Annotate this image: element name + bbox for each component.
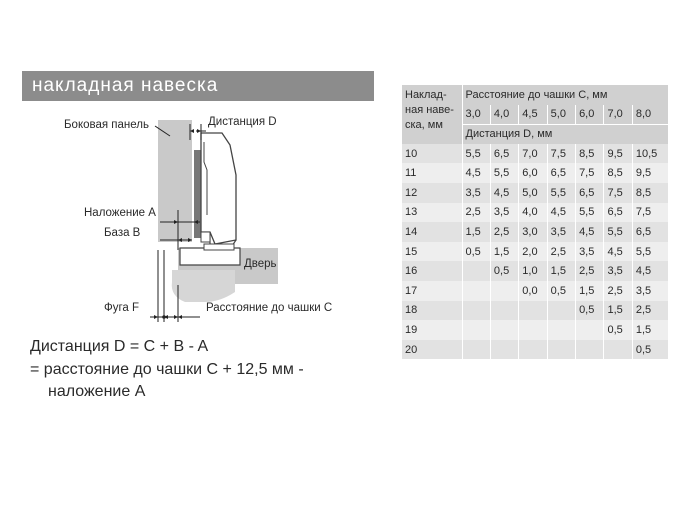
label-door: Дверь: [244, 258, 277, 270]
distance-cell: [547, 340, 575, 360]
label-distance-d: Дистанция D: [208, 116, 277, 128]
table-row: [402, 301, 668, 321]
overlay-cell: 13: [402, 203, 462, 223]
side-panel-shape: [158, 120, 192, 242]
distance-cell: 3,5: [604, 261, 632, 281]
distance-cell: 6,0: [519, 163, 547, 183]
distance-cell: 4,5: [547, 203, 575, 223]
distance-cell: 0,5: [462, 242, 490, 262]
distance-cell: 8,5: [604, 163, 632, 183]
table-row: [402, 340, 668, 360]
distance-cell: 1,5: [490, 242, 518, 262]
cup-distance-cell: 4,5: [519, 105, 547, 125]
distance-cell: [490, 320, 518, 340]
distance-cell: 0,5: [547, 281, 575, 301]
overlay-cell: 10: [402, 144, 462, 164]
label-cup-distance-c: Расстояние до чашки C: [206, 302, 333, 314]
distance-cell: 5,5: [576, 203, 604, 223]
overlay-cell: 11: [402, 163, 462, 183]
distance-cell: 3,5: [576, 242, 604, 262]
distance-cell: 3,5: [462, 183, 490, 203]
distance-cell: 5,5: [547, 183, 575, 203]
distance-cell: 2,5: [576, 261, 604, 281]
distance-cell: 2,5: [604, 281, 632, 301]
table-row: [402, 144, 668, 164]
cup-distance-cell: 7,0: [604, 105, 632, 125]
distance-cell: 3,0: [519, 222, 547, 242]
distance-cell: 9,5: [604, 144, 632, 164]
table-row: [402, 203, 668, 223]
distance-cell: 2,0: [519, 242, 547, 262]
distance-cell: [462, 320, 490, 340]
distance-cell: 7,5: [604, 183, 632, 203]
distance-header: Дистанция D, мм: [462, 124, 668, 144]
distance-cell: [576, 320, 604, 340]
overlay-cell: 12: [402, 183, 462, 203]
label-gap-f: Фуга F: [104, 302, 140, 314]
distance-cell: [604, 340, 632, 360]
distance-cell: [490, 340, 518, 360]
distance-cell: 4,0: [519, 203, 547, 223]
cup-distance-cell: 5,0: [547, 105, 575, 125]
distance-cell: 4,5: [490, 183, 518, 203]
overlay-cell: 19: [402, 320, 462, 340]
distance-cell: [462, 281, 490, 301]
cup-distance-cell: 6,0: [576, 105, 604, 125]
formula-line-1: Дистанция D = C + B - A: [30, 338, 209, 355]
distance-cell: 1,5: [632, 320, 668, 340]
distance-cell: 3,5: [490, 203, 518, 223]
distance-cell: 6,5: [632, 222, 668, 242]
distance-cell: 8,5: [632, 183, 668, 203]
distance-cell: 7,5: [632, 203, 668, 223]
distance-cell: 4,5: [576, 222, 604, 242]
table-row: [402, 281, 668, 301]
distance-cell: [462, 261, 490, 281]
distance-cell: 5,5: [632, 242, 668, 262]
distance-cell: 1,5: [576, 281, 604, 301]
table-row: [402, 183, 668, 203]
distance-cell: 6,5: [490, 144, 518, 164]
label-base-b: База B: [104, 227, 141, 239]
overlay-cell: 17: [402, 281, 462, 301]
distance-cell: 8,5: [576, 144, 604, 164]
distance-cell: 5,5: [604, 222, 632, 242]
section-title: накладная навеска: [22, 71, 374, 101]
distance-cell: 5,0: [519, 183, 547, 203]
distance-cell: [576, 340, 604, 360]
overlay-cell: 15: [402, 242, 462, 262]
distance-cell: 2,5: [547, 242, 575, 262]
distance-cell: [519, 320, 547, 340]
distance-cell: 7,0: [519, 144, 547, 164]
formula-line-3: наложение A: [48, 383, 146, 400]
cup-distance-cell: 8,0: [632, 105, 668, 125]
corner-header: [402, 85, 462, 144]
distance-cell: 6,5: [604, 203, 632, 223]
distance-cell: 0,0: [519, 281, 547, 301]
distance-cell: 4,5: [462, 163, 490, 183]
distance-cell: [462, 340, 490, 360]
cup-distance-header: Расстояние до чашки C, мм: [462, 85, 668, 105]
table-row: [402, 261, 668, 281]
distance-cell: 2,5: [462, 203, 490, 223]
distance-cell: 0,5: [576, 301, 604, 321]
distance-cell: 6,5: [547, 163, 575, 183]
distance-cell: 5,5: [462, 144, 490, 164]
distance-table: [402, 85, 668, 359]
distance-cell: 3,5: [547, 222, 575, 242]
corner-header-line: ная наве-: [405, 104, 454, 116]
distance-cell: [490, 301, 518, 321]
table-row: [402, 163, 668, 183]
overlay-cell: 20: [402, 340, 462, 360]
distance-cell: [519, 301, 547, 321]
distance-cell: 6,5: [576, 183, 604, 203]
distance-cell: [462, 301, 490, 321]
overlay-cell: 14: [402, 222, 462, 242]
distance-cell: 1,5: [462, 222, 490, 242]
distance-cell: 9,5: [632, 163, 668, 183]
distance-cell: [547, 301, 575, 321]
distance-cell: 4,5: [604, 242, 632, 262]
corner-header-line: ска, мм: [405, 119, 443, 131]
overlay-cell: 16: [402, 261, 462, 281]
distance-cell: 1,5: [604, 301, 632, 321]
distance-cell: 7,5: [576, 163, 604, 183]
table-row: [402, 242, 668, 262]
corner-header-line: Наклад-: [405, 89, 447, 101]
distance-cell: 3,5: [632, 281, 668, 301]
distance-cell: [547, 320, 575, 340]
cup-recess-shape: [172, 270, 235, 302]
distance-cell: 2,5: [490, 222, 518, 242]
table-row: [402, 222, 668, 242]
hinge-arm: [201, 133, 236, 244]
distance-cell: [519, 340, 547, 360]
overlay-cell: 18: [402, 301, 462, 321]
distance-cell: 2,5: [632, 301, 668, 321]
distance-cell: 7,5: [547, 144, 575, 164]
distance-cell: 10,5: [632, 144, 668, 164]
hinge-cup: [180, 248, 240, 265]
distance-cell: 0,5: [604, 320, 632, 340]
distance-cell: [490, 281, 518, 301]
distance-cell: 0,5: [490, 261, 518, 281]
label-side-panel: Боковая панель: [64, 119, 149, 131]
cup-distance-cell: 3,0: [462, 105, 490, 125]
distance-cell: 5,5: [490, 163, 518, 183]
distance-cell: 0,5: [632, 340, 668, 360]
distance-cell: 4,5: [632, 261, 668, 281]
cup-distance-cell: 4,0: [490, 105, 518, 125]
label-overlay-a: Наложение A: [84, 207, 156, 219]
distance-cell: 1,5: [547, 261, 575, 281]
mounting-plate: [194, 150, 201, 238]
distance-cell: 1,0: [519, 261, 547, 281]
table-row: [402, 320, 668, 340]
formula-line-2: = расстояние до чашки C + 12,5 мм -: [30, 361, 304, 378]
